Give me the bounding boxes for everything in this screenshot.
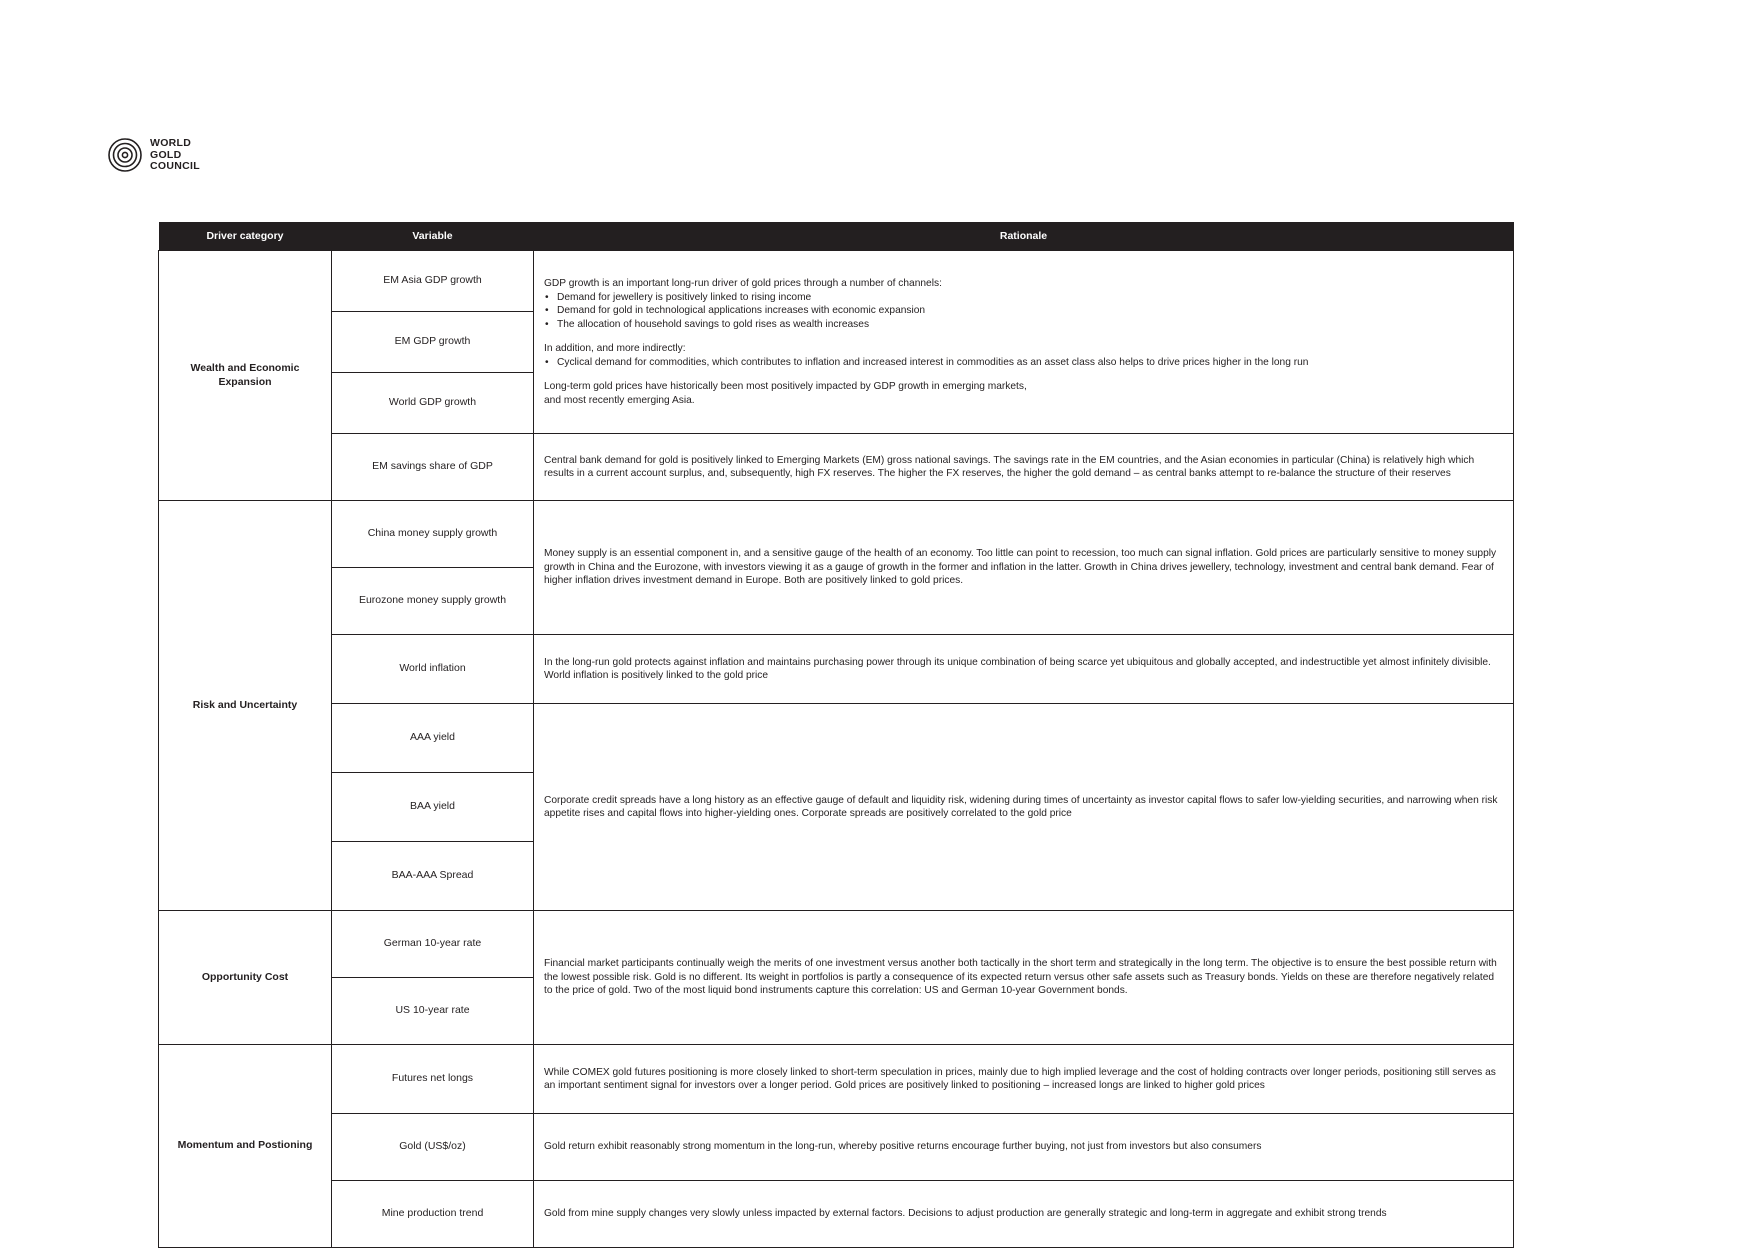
list-item: • Demand for jewellery is positively linked to rising income bbox=[544, 291, 1501, 305]
table-row bbox=[159, 635, 1514, 704]
column-header-rationale: Rationale bbox=[534, 222, 1514, 251]
variable-em-savings-share-of-gdp: EM savings share of GDP bbox=[332, 434, 534, 501]
table-header bbox=[159, 222, 1514, 251]
brand-logo bbox=[108, 138, 200, 173]
rationale-futures-net-longs: While COMEX gold futures positioning is more closely linked to short-term speculation in prices, mainly due to high implied leverage and the cost of holding contracts over longer periods, positioning still serves as an important sentiment signal for investors over a longer period. Gold prices are positively linked to positioning – increased longs are linked to higher gold prices bbox=[534, 1045, 1514, 1114]
rationale-mine-production: Gold from mine supply changes very slowly unless impacted by external factors. Decisions to adjust production are generally strategic and long-term in aggregate and exhibit strong trends bbox=[534, 1181, 1514, 1248]
table-row bbox=[159, 704, 1514, 773]
table-row bbox=[159, 501, 1514, 568]
variable-aaa-yield: AAA yield bbox=[332, 704, 534, 773]
table-body bbox=[159, 251, 1514, 1248]
variable-em-gdp-growth: EM GDP growth bbox=[332, 312, 534, 373]
variable-china-money-supply-growth: China money supply growth bbox=[332, 501, 534, 568]
rationale-world-inflation: In the long-run gold protects against inflation and maintains purchasing power through its unique combination of being scarce yet ubiquitous and globally accepted, and indestructible yet almost infinitely divisible. World inflation is positively linked to the gold price bbox=[534, 635, 1514, 704]
list-item: • The allocation of household savings to gold rises as wealth increases bbox=[544, 318, 1501, 332]
rationale-opportunity-cost: Financial market participants continually weigh the merits of one investment versus another both tactically in the short term and strategically in the long term. The objective is to ensure the best possible return with the lowest possible risk. Gold is no different. Its weight in portfolios is partly a consequence of its expected return versus other safe assets such as Treasury bonds. Yields on these are therefore negatively related to the price of gold. Two of the most liquid bond instruments capture this correlation: US and German 10-year Government bonds. bbox=[534, 911, 1514, 1045]
rationale-mid: In addition, and more indirectly: bbox=[544, 343, 686, 354]
logo-line-3: COUNCIL bbox=[150, 160, 200, 172]
variable-futures-net-longs: Futures net longs bbox=[332, 1045, 534, 1114]
rationale-gold-momentum: Gold return exhibit reasonably strong momentum in the long-run, whereby positive returns encourage further buying, not just from investors but also consumers bbox=[534, 1114, 1514, 1181]
variable-world-gdp-growth: World GDP growth bbox=[332, 373, 534, 434]
table-row bbox=[159, 251, 1514, 312]
driver-category-risk: Risk and Uncertainty bbox=[159, 501, 332, 911]
table-row bbox=[159, 911, 1514, 978]
gold-drivers-table-container bbox=[158, 222, 1513, 1248]
variable-mine-production-trend: Mine production trend bbox=[332, 1181, 534, 1248]
driver-category-wealth: Wealth and Economic Expansion bbox=[159, 251, 332, 501]
logo-line-2: GOLD bbox=[150, 148, 182, 161]
column-header-variable: Variable bbox=[332, 222, 534, 251]
driver-category-momentum: Momentum and Postioning bbox=[159, 1045, 332, 1248]
table-row bbox=[159, 1181, 1514, 1248]
variable-baa-yield: BAA yield bbox=[332, 773, 534, 842]
driver-category-opportunity-cost: Opportunity Cost bbox=[159, 911, 332, 1045]
variable-em-asia-gdp-growth: EM Asia GDP growth bbox=[332, 251, 534, 312]
variable-baa-aaa-spread: BAA-AAA Spread bbox=[332, 842, 534, 911]
rationale-wealth-gdp bbox=[534, 251, 1514, 434]
table-row bbox=[159, 1045, 1514, 1114]
list-item: • Demand for gold in technological applications increases with economic expansion bbox=[544, 304, 1501, 318]
variable-german-10-year-rate: German 10-year rate bbox=[332, 911, 534, 978]
table-row bbox=[159, 434, 1514, 501]
rationale-bullet-list-1 bbox=[544, 291, 1501, 332]
rationale-money-supply: Money supply is an essential component in, and a sensitive gauge of the health of an economy. Too little can point to recession, too much can signal inflation. Gold prices are particularly sensitive to money supply growth in China and the Eurozone, with investors viewing it as a gauge of growth in the former and inflation in the latter. Growth in China drives jewellery, technology, investment and central bank demand. Fear of higher inflation drives investment demand in Europe. Both are positively linked to gold prices. bbox=[534, 501, 1514, 635]
list-item: • Cyclical demand for commodities, which contributes to inflation and increased interest in commodities as an asset class also helps to drive prices higher in the long run bbox=[544, 356, 1501, 370]
world-gold-council-logo-icon bbox=[108, 138, 142, 172]
table-header-row bbox=[159, 222, 1514, 251]
rationale-tail-line-2: and most recently emerging Asia. bbox=[544, 394, 695, 406]
logo-wordmark bbox=[150, 138, 200, 173]
rationale-em-savings: Central bank demand for gold is positively linked to Emerging Markets (EM) gross national savings. The savings rate in the EM countries, and the Asian economies in particular (China) is relatively high which results in a current account surplus, and, subsequently, high FX reserves. The higher the FX reserves, the higher the gold demand – as central banks attempt to re-balance the structure of their reserves bbox=[534, 434, 1514, 501]
variable-eurozone-money-supply-growth: Eurozone money supply growth bbox=[332, 568, 534, 635]
rationale-intro: GDP growth is an important long-run driver of gold prices through a number of channels: bbox=[544, 278, 942, 289]
column-header-driver-category: Driver category bbox=[159, 222, 332, 251]
variable-world-inflation: World inflation bbox=[332, 635, 534, 704]
table-row bbox=[159, 1114, 1514, 1181]
rationale-corporate-spreads: Corporate credit spreads have a long history as an effective gauge of default and liquidity risk, widening during times of uncertainty as investor capital flows to safer low-yielding securities, and narrowing when risk appetite rises and capital flows into higher-yielding ones. Corporate spreads are positively correlated to the gold price bbox=[534, 704, 1514, 911]
variable-gold-usd-per-oz: Gold (US$/oz) bbox=[332, 1114, 534, 1181]
logo-line-1: WORLD bbox=[150, 137, 192, 149]
variable-us-10-year-rate: US 10-year rate bbox=[332, 978, 534, 1045]
gold-drivers-table bbox=[158, 222, 1514, 1248]
rationale-bullet-list-2 bbox=[544, 356, 1501, 370]
rationale-tail-line-1: Long-term gold prices have historically been most positively impacted by GDP growth in emerging markets, bbox=[544, 381, 1027, 392]
